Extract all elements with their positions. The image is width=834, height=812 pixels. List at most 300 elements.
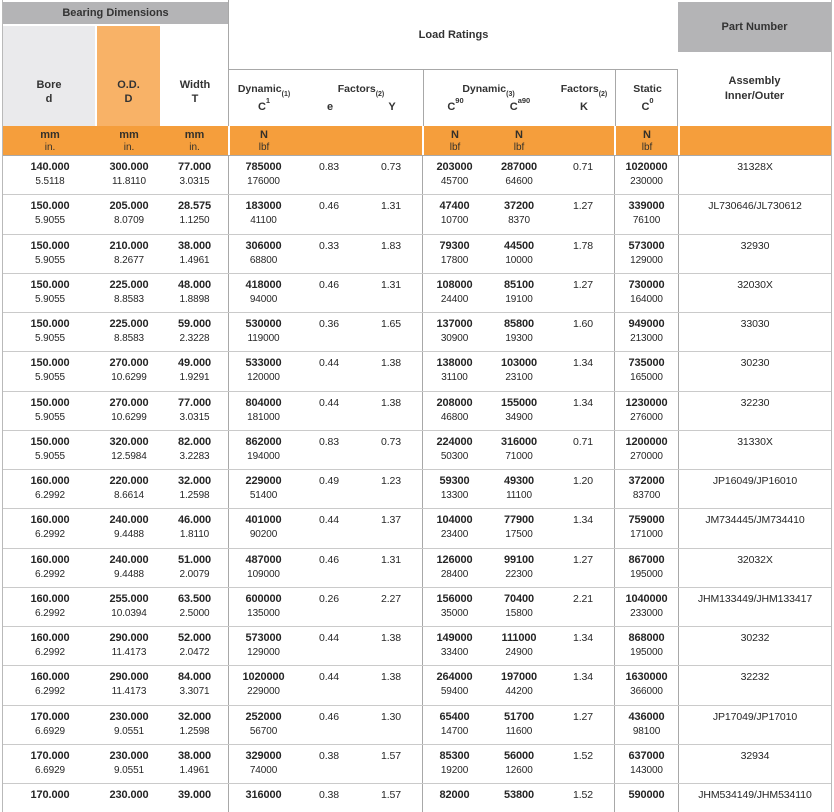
cell-part-number <box>678 627 831 665</box>
cell-e <box>298 156 360 194</box>
width-in-value: 2.0472 <box>179 647 210 658</box>
od-in-value: 11.4173 <box>111 686 147 698</box>
unit-lbf: lbf <box>258 142 270 153</box>
cell-ca90 <box>486 588 552 626</box>
cell-c90 <box>422 313 486 351</box>
c90-n-value: 156000 <box>436 592 473 605</box>
y-value: 1.30 <box>380 710 402 723</box>
cell-c90 <box>422 706 486 744</box>
table-row <box>3 392 831 431</box>
c0-n-value: 1630000 <box>625 671 668 684</box>
width-in-value: 2.5000 <box>179 607 210 619</box>
cell-c1 <box>228 666 298 704</box>
cell-od <box>97 470 161 508</box>
cell-c0 <box>614 470 678 508</box>
e-value: 0.33 <box>318 239 340 252</box>
part-number-label: Part Number <box>721 21 788 33</box>
ca90-n-value: 85100 <box>503 278 535 291</box>
y-value: 0.73 <box>380 435 402 448</box>
symbol-c0: C 0 <box>615 96 679 126</box>
od-in-value: 12.5984 <box>111 450 147 462</box>
bore-in-value: 5.9055 <box>35 333 65 344</box>
cell-k <box>552 274 614 312</box>
unit-od <box>97 126 161 155</box>
c90-lbf-value: 35000 <box>440 607 469 619</box>
cell-k <box>552 784 614 812</box>
part-number-value: 32930 <box>740 239 770 252</box>
width-mm-value: 38.000 <box>177 749 212 762</box>
k-value: 1.52 <box>572 749 594 762</box>
cell-y <box>360 509 422 547</box>
bore-in-value: 6.2992 <box>35 647 65 658</box>
unit-c1 <box>228 126 298 155</box>
k-value: 0.71 <box>572 435 594 448</box>
c1-lbf-value: 109000 <box>247 568 280 580</box>
ca90-n-value: 111000 <box>501 632 537 644</box>
od-mm-value: 225.000 <box>109 278 149 291</box>
c1-n-value: 329000 <box>245 749 282 762</box>
ca90-lbf-value: 17500 <box>505 529 533 541</box>
c1-lbf-value: 68800 <box>249 254 278 266</box>
cell-bore <box>3 195 97 233</box>
od-mm-value: 290.000 <box>109 632 149 644</box>
c0-n-value: 573000 <box>628 239 665 252</box>
ca90-n-value: 155000 <box>500 396 538 409</box>
part-number-value: 31330X <box>737 435 773 448</box>
cell-od <box>97 352 161 390</box>
od-mm-value: 290.000 <box>109 671 149 684</box>
width-in-value: 3.3071 <box>179 686 210 698</box>
cell-c1 <box>228 352 298 390</box>
cell-od <box>97 431 161 469</box>
part-number-value: 32030X <box>737 278 773 291</box>
width-title: Width <box>179 79 211 91</box>
y-value: 1.57 <box>380 789 402 801</box>
width-in-value: 2.0079 <box>179 568 210 580</box>
cell-y <box>360 195 422 233</box>
e-value: 0.46 <box>318 278 340 291</box>
y-value: 1.83 <box>380 239 402 252</box>
c90-n-value: 203000 <box>436 161 473 173</box>
width-mm-value: 84.000 <box>177 671 212 684</box>
cell-c90 <box>422 745 486 783</box>
e-value: 0.44 <box>318 632 340 644</box>
unit-mm: mm <box>184 129 205 141</box>
y-value: 0.73 <box>380 161 402 173</box>
unit-in: in. <box>189 142 200 153</box>
table-row <box>3 745 831 784</box>
cell-y <box>360 352 422 390</box>
cell-c90 <box>422 392 486 430</box>
part-number-value: 32032X <box>737 553 773 566</box>
symbol-c90: C 90 <box>423 96 487 126</box>
cell-c1 <box>228 627 298 665</box>
bore-mm-value: 160.000 <box>30 514 70 527</box>
cell-e <box>298 195 360 233</box>
width-mm-value: 77.000 <box>177 161 212 173</box>
od-in-value: 9.4488 <box>114 568 144 580</box>
cell-part-number <box>678 156 831 194</box>
bore-in-value: 5.9055 <box>35 450 65 462</box>
cell-width <box>161 745 228 783</box>
c0-n-value: 759000 <box>628 514 665 527</box>
cell-c1 <box>228 549 298 587</box>
cell-bore <box>3 313 97 351</box>
c0-n-value: 1020000 <box>625 161 668 173</box>
table-row <box>3 588 831 627</box>
ca90-n-value: 103000 <box>500 357 538 370</box>
cell-k <box>552 588 614 626</box>
unit-c90 <box>422 126 486 155</box>
c0-lbf-value: 230000 <box>630 176 663 187</box>
y-value: 1.38 <box>380 357 402 370</box>
c90-n-value: 82000 <box>439 789 470 801</box>
cell-part-number <box>678 745 831 783</box>
width-mm-value: 63.500 <box>177 592 212 605</box>
symbol-y <box>361 96 423 126</box>
table-body <box>3 156 831 812</box>
e-value: 0.46 <box>318 200 340 213</box>
cell-part-number <box>678 706 831 744</box>
cell-e <box>298 706 360 744</box>
ca90-lbf-value: 64600 <box>505 176 533 187</box>
width-in-value: 1.2598 <box>179 725 210 737</box>
ca90-lbf-value: 11100 <box>506 490 532 501</box>
bore-mm-value: 150.000 <box>30 239 70 252</box>
e-value: 0.49 <box>318 475 340 487</box>
od-in-value: 9.0551 <box>114 725 144 737</box>
cell-od <box>97 274 161 312</box>
cell-y <box>360 706 422 744</box>
e-value: 0.83 <box>318 435 340 448</box>
width-mm-value: 82.000 <box>177 435 212 448</box>
od-mm-value: 240.000 <box>109 514 149 527</box>
c0-n-value: 1230000 <box>625 396 668 409</box>
c90-n-value: 85300 <box>439 749 470 762</box>
width-in-value: 1.2598 <box>179 490 210 501</box>
unit-mm: mm <box>119 129 139 141</box>
ca90-n-value: 70400 <box>503 592 535 605</box>
c90-n-value: 137000 <box>436 318 473 330</box>
cell-k <box>552 352 614 390</box>
c0-base: C <box>641 101 650 113</box>
cell-k <box>552 392 614 430</box>
width-mm-value: 52.000 <box>177 632 212 644</box>
width-mm-value: 28.575 <box>177 200 212 213</box>
part-number-value: 31328X <box>737 161 773 173</box>
cell-bore <box>3 627 97 665</box>
c0-n-value: 868000 <box>628 632 665 644</box>
y-value: 1.37 <box>380 514 402 527</box>
cell-e <box>298 745 360 783</box>
y-value: 1.31 <box>380 278 402 291</box>
width-in-value: 3.0315 <box>179 411 210 423</box>
c90-n-value: 65400 <box>439 710 470 723</box>
cell-y <box>360 666 422 704</box>
cell-c0 <box>614 392 678 430</box>
col-header-dynamic3: Dynamic (3) <box>423 70 553 96</box>
c0-lbf-value: 195000 <box>630 647 663 658</box>
cell-c0 <box>614 274 678 312</box>
col-header-factors-k: Factors (2) <box>560 83 608 98</box>
od-in-value: 9.4488 <box>114 529 144 541</box>
bore-mm-value: 150.000 <box>30 396 70 409</box>
ca90-lbf-value: 44200 <box>505 686 533 698</box>
part-number-value: JHM534149/JHM534110 <box>698 789 812 801</box>
od-mm-value: 225.000 <box>109 318 149 330</box>
c0-n-value: 949000 <box>628 318 665 330</box>
od-mm-value: 270.000 <box>109 357 149 370</box>
cell-c1 <box>228 470 298 508</box>
unit-n: N <box>515 129 523 141</box>
c1-n-value: 401000 <box>245 514 282 527</box>
e-value: 0.38 <box>318 789 340 801</box>
cell-part-number <box>678 588 831 626</box>
cell-c90 <box>422 431 486 469</box>
bore-mm-value: 150.000 <box>30 200 70 213</box>
static-label: Static <box>633 83 662 95</box>
od-mm-value: 230.000 <box>109 749 149 762</box>
cell-c0 <box>614 352 678 390</box>
unit-n: N <box>260 129 268 141</box>
bore-in-value: 5.9055 <box>35 215 65 227</box>
ca90-n-value: 99100 <box>503 553 535 566</box>
k-symbol: K <box>580 101 588 113</box>
bore-mm-value: 170.000 <box>30 749 70 762</box>
c90-base: C <box>447 101 456 113</box>
cell-part-number <box>678 195 831 233</box>
c90-lbf-value: 23400 <box>440 529 469 541</box>
c0-n-value: 339000 <box>628 200 665 213</box>
c1-lbf-value: 74000 <box>249 764 278 776</box>
y-symbol: Y <box>388 101 396 113</box>
cell-e <box>298 666 360 704</box>
cell-od <box>97 235 161 273</box>
ca90-n-value: 316000 <box>500 435 538 448</box>
c1-n-value: 487000 <box>245 553 282 566</box>
k-value: 1.27 <box>572 710 594 723</box>
cell-width <box>161 313 228 351</box>
c90-lbf-value: 24400 <box>440 293 469 305</box>
cell-bore <box>3 509 97 547</box>
cell-od <box>97 706 161 744</box>
c90-n-value: 264000 <box>436 671 473 684</box>
part-number-value: JHM133449/JHM133417 <box>697 592 813 605</box>
ca90-n-value: 37200 <box>503 200 535 213</box>
e-value: 0.46 <box>318 553 340 566</box>
y-value: 1.23 <box>380 475 402 487</box>
part-number-value: JM734445/JM734410 <box>705 514 805 527</box>
cell-ca90 <box>486 549 552 587</box>
c1-n-value: 533000 <box>245 357 282 370</box>
cell-y <box>360 588 422 626</box>
c0-lbf-value: 213000 <box>630 333 663 344</box>
cell-width <box>161 588 228 626</box>
cell-e <box>298 313 360 351</box>
c1-n-value: 418000 <box>245 278 282 291</box>
cell-part-number <box>678 509 831 547</box>
symbol-k <box>553 96 615 126</box>
od-in-value: 8.8583 <box>114 333 144 344</box>
ca90-lbf-value: 23100 <box>505 372 533 384</box>
table-row <box>3 431 831 470</box>
od-in-value: 8.0709 <box>114 215 144 227</box>
width-in-value: 1.1250 <box>179 215 210 227</box>
od-mm-value: 300.000 <box>109 161 149 173</box>
bore-in-value: 6.2992 <box>35 686 65 698</box>
col-header-od <box>97 26 160 126</box>
symbol-c1: C 1 <box>257 96 271 113</box>
bore-mm-value: 160.000 <box>30 553 70 566</box>
bore-in-value: 6.6929 <box>35 725 65 737</box>
bore-mm-value: 150.000 <box>30 318 70 330</box>
cell-c90 <box>422 588 486 626</box>
c0-lbf-value: 165000 <box>630 372 663 384</box>
cell-width <box>161 156 228 194</box>
dynamic1-label: Dynamic <box>237 83 282 95</box>
unit-width <box>161 126 228 155</box>
c90-n-value: 104000 <box>436 514 473 527</box>
cell-c1 <box>228 274 298 312</box>
cell-c0 <box>614 313 678 351</box>
cell-e <box>298 784 360 812</box>
cell-k <box>552 470 614 508</box>
ca90-lbf-value: 71000 <box>505 450 533 462</box>
c0-lbf-value: 195000 <box>630 568 663 580</box>
width-in-value: 1.8110 <box>179 529 210 541</box>
c1-lbf-value: 119000 <box>247 333 280 344</box>
k-value: 1.27 <box>572 200 594 213</box>
cell-c1 <box>228 156 298 194</box>
y-value: 1.65 <box>380 318 402 330</box>
cell-y <box>360 156 422 194</box>
bore-mm-value: 160.000 <box>30 592 70 605</box>
c1-lbf-value: 176000 <box>247 176 280 187</box>
cell-y <box>360 431 422 469</box>
c0-lbf-value: 83700 <box>632 490 661 501</box>
e-value: 0.38 <box>318 749 340 762</box>
cell-part-number <box>678 313 831 351</box>
bore-in-value: 5.9055 <box>35 254 65 266</box>
cell-c90 <box>422 274 486 312</box>
cell-k <box>552 745 614 783</box>
cell-c90 <box>422 666 486 704</box>
cell-y <box>360 392 422 430</box>
cell-part-number <box>678 549 831 587</box>
cell-c1 <box>228 431 298 469</box>
ca90-lbf-value: 24900 <box>505 647 533 658</box>
cell-e <box>298 470 360 508</box>
unit-in: in. <box>123 142 135 153</box>
bore-in-value: 6.2992 <box>35 529 65 541</box>
od-in-value: 10.0394 <box>111 607 147 619</box>
cell-od <box>97 745 161 783</box>
bore-in-value: 6.2992 <box>35 490 65 501</box>
cell-width <box>161 352 228 390</box>
part-number-value: JP16049/JP16010 <box>712 475 798 487</box>
cell-e <box>298 509 360 547</box>
bore-mm-value: 170.000 <box>30 789 70 801</box>
k-value: 1.34 <box>572 671 594 684</box>
table-row <box>3 470 831 509</box>
k-value: 1.60 <box>572 318 594 330</box>
od-mm-value: 205.000 <box>109 200 149 213</box>
c90-n-value: 138000 <box>436 357 473 370</box>
cell-bore <box>3 588 97 626</box>
k-value: 1.27 <box>572 553 594 566</box>
bore-mm-value: 150.000 <box>30 278 70 291</box>
cell-c0 <box>614 156 678 194</box>
cell-od <box>97 549 161 587</box>
cell-c0 <box>614 784 678 812</box>
cell-od <box>97 392 161 430</box>
cell-k <box>552 313 614 351</box>
e-symbol: e <box>326 101 334 113</box>
unit-bore <box>3 126 97 155</box>
cell-c1 <box>228 392 298 430</box>
cell-part-number <box>678 392 831 430</box>
cell-ca90 <box>486 666 552 704</box>
cell-ca90 <box>486 745 552 783</box>
bore-in-value: 5.9055 <box>35 411 65 423</box>
bore-mm-value: 160.000 <box>30 671 70 684</box>
bore-symbol: d <box>45 93 53 105</box>
table-header <box>3 0 831 126</box>
c1-lbf-value: 135000 <box>247 607 280 619</box>
c0-lbf-value: 233000 <box>630 607 663 619</box>
cell-ca90 <box>486 392 552 430</box>
c1-lbf-value: 94000 <box>249 293 278 305</box>
part-number-value: 32934 <box>740 749 770 762</box>
c0-n-value: 1040000 <box>625 592 668 605</box>
cell-ca90 <box>486 352 552 390</box>
od-mm-value: 270.000 <box>109 396 149 409</box>
cell-width <box>161 784 228 812</box>
cell-k <box>552 627 614 665</box>
od-in-value: 11.8110 <box>112 176 146 187</box>
cell-c1 <box>228 509 298 547</box>
c1-lbf-value: 229000 <box>247 686 280 698</box>
c90-n-value: 59300 <box>439 475 470 487</box>
y-value: 1.31 <box>380 553 402 566</box>
c1-n-value: 183000 <box>245 200 282 213</box>
table-row <box>3 156 831 195</box>
col-header-static <box>615 70 679 96</box>
width-mm-value: 77.000 <box>177 396 212 409</box>
bore-in-value: 6.2992 <box>35 607 65 619</box>
k-value: 1.20 <box>572 475 594 487</box>
cell-e <box>298 235 360 273</box>
cell-y <box>360 745 422 783</box>
unit-mm: mm <box>40 129 60 141</box>
width-in-value: 2.3228 <box>179 333 210 344</box>
symbol-e <box>299 96 361 126</box>
col-header-width <box>162 26 228 126</box>
bore-mm-value: 170.000 <box>30 710 70 723</box>
cell-k <box>552 706 614 744</box>
cell-width <box>161 627 228 665</box>
cell-width <box>161 392 228 430</box>
c0-n-value: 1200000 <box>625 435 668 448</box>
cell-part-number <box>678 666 831 704</box>
unit-n: N <box>643 129 651 141</box>
load-ratings-label: Load Ratings <box>418 28 489 41</box>
cell-c90 <box>422 235 486 273</box>
cell-bore <box>3 549 97 587</box>
width-mm-value: 51.000 <box>177 553 212 566</box>
assembly-line2: Inner/Outer <box>724 90 785 102</box>
width-symbol: T <box>191 93 199 105</box>
